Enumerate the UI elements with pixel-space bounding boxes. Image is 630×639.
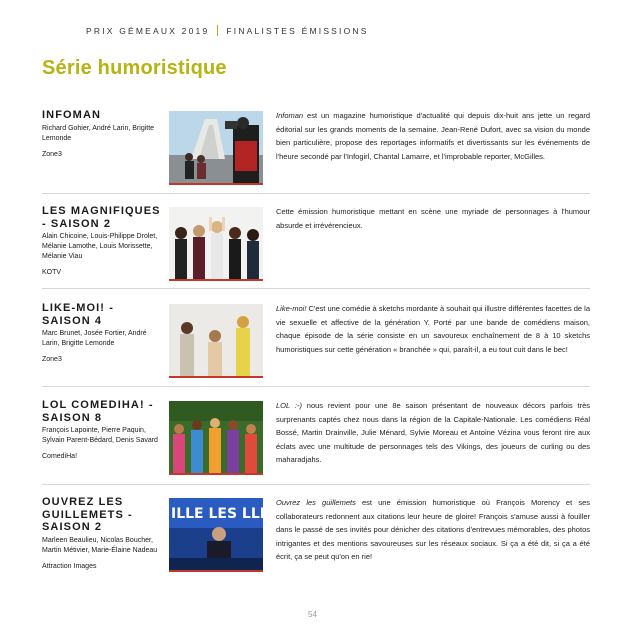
entry-credits: François Lapointe, Pierre Paquin, Sylvain Parent-Bédard, Denis Savard [42,427,158,444]
entry-title: OUVREZ LES GUILLEMETS - SAISON 2 [42,496,133,533]
entry-infoman [42,109,590,160]
entry-description [276,302,590,356]
entry-producer: ComediHa! [42,453,78,460]
entry-desc-title: Infoman [276,111,304,120]
divider [42,193,590,194]
entry-thumbnail [169,207,263,281]
entry-thumbnail [169,401,263,475]
entry-desc-text: C'est une comédie à sketchs mordante à souhait qui illustre différentes facettes de la vie sexuelle et affective de la génération Y. Porté par une bande de comédiens maison, chaque épisode de la série consiste en un savoureux enchaînement de 8 à 10 sketchs humoristiques sur cette génération « branchée » qui, paraît-il, a eu tout cuit dans le bec! [276,304,590,354]
entry-title: LIKE-MOI! - SAISON 4 [42,302,114,327]
entry-credits: Marleen Beaulieu, Nicolas Boucher, Martin Métivier, Marie-Élaine Nadeau [42,536,158,554]
entry-desc-text: est une émission humoristique où François Morency et ses collaborateurs redonnent aux citations leur heure de gloire! François s'amuse aussi à fouiller dans le passé de ses invités pour dénicher des citations d'entrevues mémorables, des photos intrigantes et des mentions savoureuses sur les réseaux sociaux. Si ça a été dit, si ça a été écrit, ça se peut qu'on en rie! [276,498,590,561]
entry-title: LOL COMEDIHA! - SAISON 8 [42,399,154,424]
entry-producer: KOTV [42,269,62,276]
entry-thumbnail [169,304,263,378]
entry-title: INFOMAN [42,109,102,121]
entry-description [276,205,590,232]
entry-desc-title: LOL :-) [276,401,302,410]
entry-credits: Alain Chicoine, Louis-Philippe Drolet, Mélanie Lamothe, Louis Morissette, Mélanie Viau [42,233,158,260]
entry-desc-text: Cette émission humoristique mettant en scène une myriade de personnages à l'humour absurde et irrévérencieux. [276,207,590,230]
entry-title: LES MAGNIFIQUES - SAISON 2 [42,205,161,230]
entry-credits: Marc Brunet, Josée Fortier, André Larin, Brigitte Lemonde [42,330,147,347]
header-separator [217,25,218,36]
entry-producer: Attraction Images [42,562,97,570]
entry-les-magnifiques [42,205,590,278]
header-award: PRIX GÉMEAUX 2019 [86,26,210,36]
entry-thumbnail [169,498,313,572]
entry-thumbnail [169,111,263,185]
entry-desc-text: nous revient pour une 8e saison présentant de nouveaux décors parfois très surprenants captés chez nous dans la région de la Capitale-Nationale. Les comédiens Réal Bossé, Martin Drainville, Julie Ménard, Sylvie Moreau et Antoine Vézina vous feront rire aux éclats avec une multitude de personnages tels des Vikings, des joueurs de curling ou des maharadjahs. [276,401,590,464]
page-header [86,25,369,36]
divider [42,386,590,387]
entry-lol-comediha [42,399,590,462]
entry-like-moi [42,302,590,365]
divider [42,288,590,289]
entry-producer: Zone3 [42,356,62,363]
entry-desc-text: est un magazine humoristique d'actualité qui depuis dix-huit ans jette un regard éditorial sur les grands moments de la semaine. Jean-René Dufort, avec sa vision du monde bien particulière, propose des reportages informatifs et divertissants sur les événements de l'heure secondé par l'Infogirl, Chantal Lamarre, et l'improbable reporter, McGilles. [276,111,590,161]
entry-credits: Richard Gohier, André Larin, Brigitte Lemonde [42,124,155,142]
section-title: Série humoristique [42,57,227,79]
thumb-sign-text: ILLE LES LLEMETS [171,506,313,522]
entry-description [276,399,590,467]
page-number: 54 [308,610,317,619]
divider [42,484,590,485]
entry-ouvrez-les-guillemets [42,496,590,572]
entry-desc-title: Like-moi! [276,304,307,313]
entry-producer: Zone3 [42,150,62,158]
entry-description [276,496,590,564]
header-category: FINALISTES ÉMISSIONS [226,26,369,36]
entry-desc-title: Ouvrez les guillemets [276,498,356,507]
entry-description [276,109,590,163]
